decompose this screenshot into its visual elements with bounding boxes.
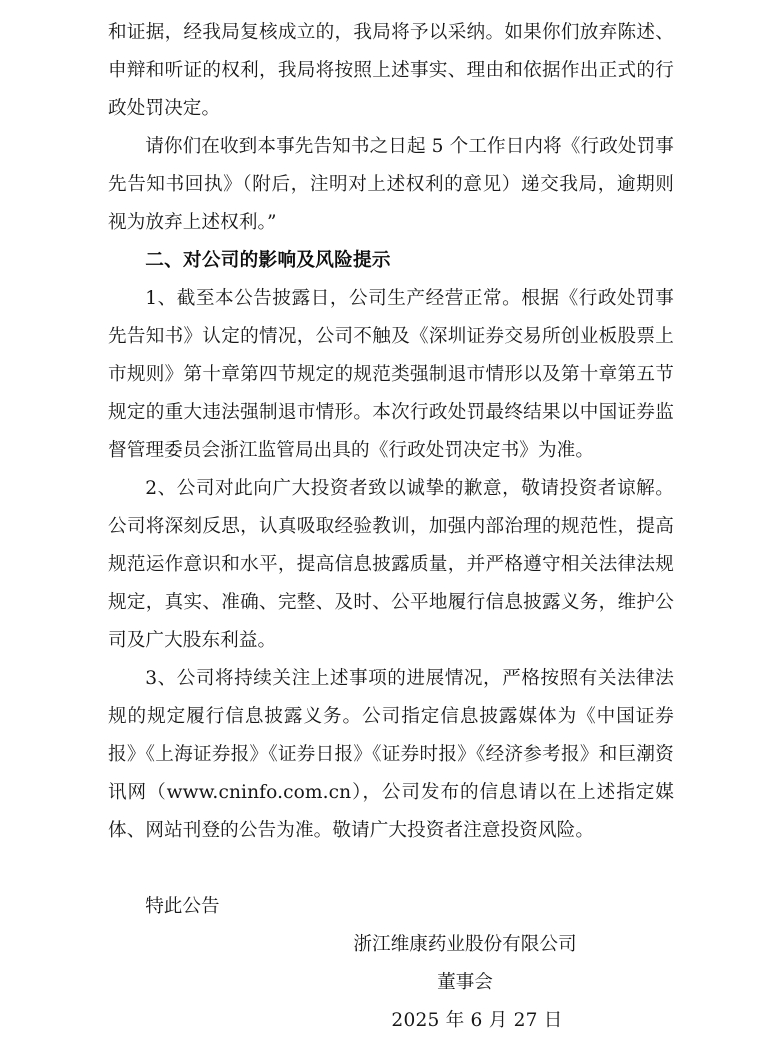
signature-issuer: 董事会	[437, 972, 493, 993]
numbered-item-3: 3、公司将持续关注上述事项的进展情况，严格按照有关法律法规的规定履行信息披露义务。公司指定信息披露媒体为《中国证券报》《上海证券报》《证券日报》《证券时报》《经济参考报》和巨潮资讯网（www.cninfo.com.cn），公司发布的信息请以在上述指定媒体、网站刊登的公告为准。敬请广大投资者注意投资风险。	[108, 668, 674, 841]
signature-date: 2025 年 6 月 27 日	[391, 1010, 563, 1031]
paragraph-continued-notice: 和证据，经我局复核成立的，我局将予以采纳。如果你们放弃陈述、申辩和听证的权利，我局将按照上述事实、理由和依据作出正式的行政处罚决定。	[108, 22, 674, 119]
numbered-item-2: 2、公司对此向广大投资者致以诚挚的歉意，敬请投资者谅解。公司将深刻反思，认真吸取经验教训，加强内部治理的规范性，提高规范运作意识和水平，提高信息披露质量，并严格遵守相关法律法规规定，真实、准确、完整、及时、公平地履行信息披露义务，维护公司及广大股东利益。	[108, 478, 674, 651]
document-text-column	[108, 14, 674, 1040]
signature-company-name: 浙江维康药业股份有限公司	[353, 934, 577, 955]
closing-statement: 特此公告	[145, 896, 220, 917]
signature-block	[108, 926, 674, 1040]
section-heading-two: 二、对公司的影响及风险提示	[145, 250, 391, 271]
numbered-item-1: 1、截至本公告披露日，公司生产经营正常。根据《行政处罚事先告知书》认定的情况，公司不触及《深圳证券交易所创业板股票上市规则》第十章第四节规定的规范类强制退市情形以及第十章第五节规定的重大违法强制退市情形。本次行政处罚最终结果以中国证券监督管理委员会浙江监管局出具的《行政处罚决定书》为准。	[108, 288, 674, 461]
vertical-spacer	[108, 850, 674, 888]
paragraph-return-receipt: 请你们在收到本事先告知书之日起 5 个工作日内将《行政处罚事先告知书回执》（附后，注明对上述权利的意见）递交我局，逾期则视为放弃上述权利。”	[108, 136, 674, 233]
